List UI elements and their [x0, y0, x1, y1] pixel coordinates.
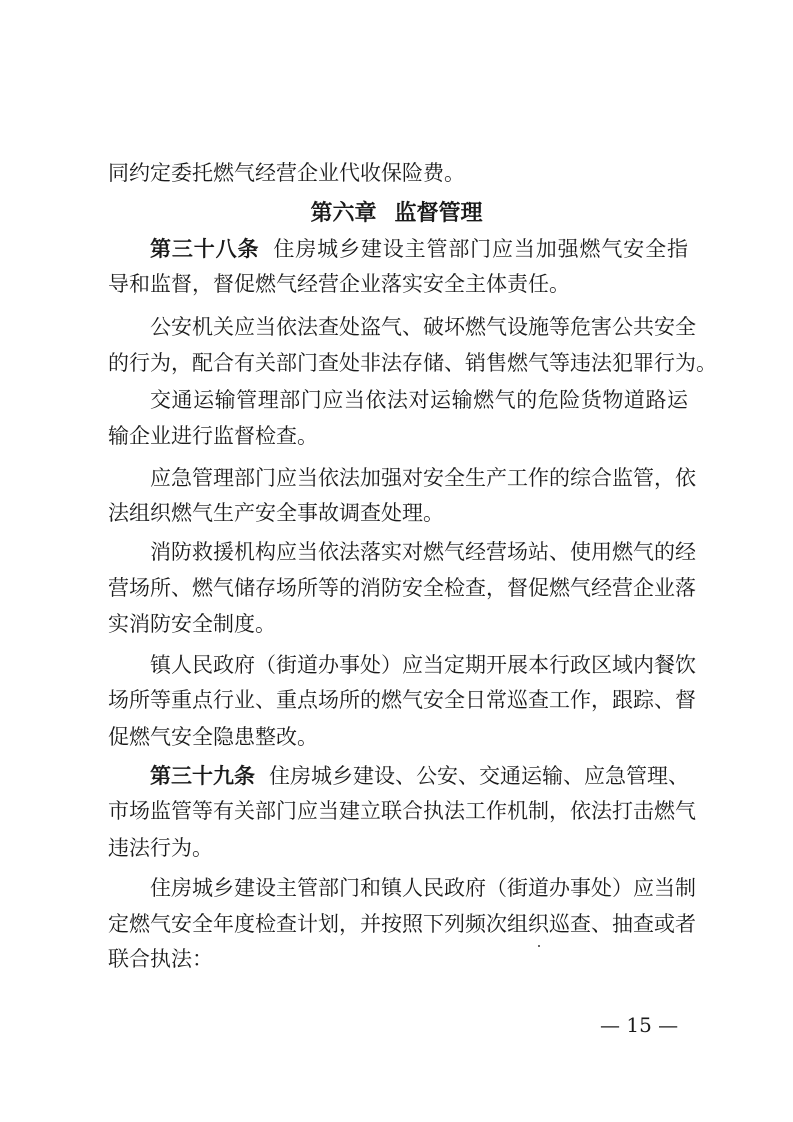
paragraph-line: 实消防安全制度。	[108, 612, 276, 636]
paragraph-line: 市场监管等有关部门应当建立联合执法工作机制，依法打击燃气	[108, 799, 696, 823]
paragraph-line: 定燃气安全年度检查计划，并按照下列频次组织巡查、抽查或者	[108, 912, 696, 936]
paragraph-line: 公安机关应当依法查处盗气、破坏燃气设施等危害公共安全	[150, 315, 696, 339]
paragraph-line: 输企业进行监督检查。	[108, 424, 318, 448]
paragraph-line: 的行为，配合有关部门查处非法存储、销售燃气等违法犯罪行为。	[108, 351, 717, 375]
paragraph-line: 镇人民政府（街道办事处）应当定期开展本行政区域内餐饮	[150, 653, 696, 677]
article-39-text: 住房城乡建设、公安、交通运输、应急管理、	[269, 764, 689, 788]
chapter-name: 监督管理	[394, 200, 483, 226]
paragraph-line: 同约定委托燃气经营企业代收保险费。	[108, 161, 465, 185]
scan-speck	[538, 945, 540, 947]
article-38-label: 第三十八条	[150, 236, 260, 261]
paragraph-line: 应急管理部门应当依法加强对安全生产工作的综合监管，依	[150, 466, 696, 490]
paragraph-line: 法组织燃气生产安全事故调查处理。	[108, 501, 444, 525]
article-38-line-1	[150, 235, 688, 263]
chapter-title	[0, 199, 793, 227]
paragraph-line: 住房城乡建设主管部门和镇人民政府（街道办事处）应当制	[150, 876, 696, 900]
paragraph-line: 联合执法：	[108, 947, 213, 971]
paragraph-line: 促燃气安全隐患整改。	[108, 725, 318, 749]
paragraph-line: 导和监督，督促燃气经营企业落实安全主体责任。	[108, 272, 570, 296]
chapter-number: 第六章	[310, 200, 377, 226]
page-number: — 15 —	[600, 1013, 679, 1037]
paragraph-line: 消防救援机构应当依法落实对燃气经营场站、使用燃气的经	[150, 540, 696, 564]
paragraph-line: 营场所、燃气储存场所等的消防安全检查，督促燃气经营企业落	[108, 576, 696, 600]
article-39-label: 第三十九条	[150, 763, 255, 788]
paragraph-line: 场所等重点行业、重点场所的燃气安全日常巡查工作，跟踪、督	[108, 688, 696, 712]
paragraph-line: 交通运输管理部门应当依法对运输燃气的危险货物道路运	[150, 388, 688, 412]
article-39-line-1	[150, 762, 688, 790]
article-38-text: 住房城乡建设主管部门应当加强燃气安全指	[273, 237, 689, 261]
paragraph-line: 违法行为。	[108, 836, 213, 860]
